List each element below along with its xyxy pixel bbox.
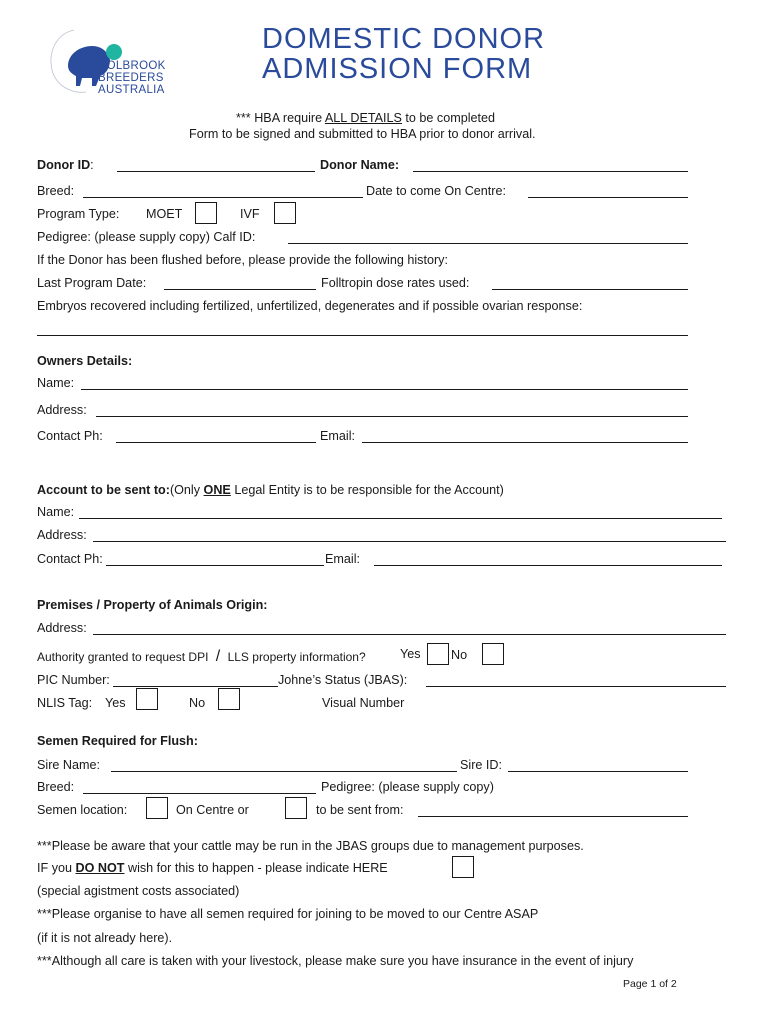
johnes-status-field[interactable] [426, 686, 726, 687]
intro-post: to be completed [401, 111, 496, 125]
insurance-note: ***Although all care is taken with your livestock, please make sure you have insurance in the event of injury [37, 954, 634, 968]
premises-address-field[interactable] [93, 634, 726, 635]
date-on-centre-label: Date to come On Centre: [366, 184, 506, 198]
authority-yes-checkbox[interactable] [427, 643, 449, 665]
owners-address-label: Address: [37, 403, 87, 417]
sire-id-label: Sire ID: [460, 758, 502, 772]
donor-id-label: Donor ID: [37, 158, 94, 172]
owners-name-label: Name: [37, 376, 75, 390]
nlis-no-checkbox[interactable] [218, 688, 240, 710]
premises-heading: Premises / Property of Animals Origin: [37, 598, 268, 612]
premises-address-label: Address: [37, 621, 87, 635]
form-title-line2: ADMISSION FORM [262, 53, 533, 85]
authority-no-checkbox[interactable] [482, 643, 504, 665]
folltropin-field[interactable] [492, 289, 688, 290]
intro-pre: *** HBA require [236, 111, 325, 125]
on-centre-label: On Centre or [176, 803, 249, 817]
jbas-note: ***Please be aware that your cattle may be run in the JBAS groups due to management purposes. [37, 839, 584, 853]
date-on-centre-field[interactable] [528, 197, 688, 198]
owners-address-field[interactable] [96, 416, 688, 417]
intro-all-details: ALL DETAILS [324, 111, 402, 125]
breed-label: Breed: [37, 184, 75, 198]
owners-email-label: Email: [320, 429, 355, 443]
logo-line1: HOLBROOK [98, 60, 166, 72]
account-name-field[interactable] [79, 518, 722, 519]
organise-note: ***Please organise to have all semen required for joining to be moved to our Centre ASAP [37, 907, 539, 921]
intro-line1 [236, 111, 495, 125]
breed-field[interactable] [83, 197, 363, 198]
authority-no-label: No [451, 648, 468, 662]
sire-name-label: Sire Name: [37, 758, 100, 772]
owners-contact-field[interactable] [116, 442, 316, 443]
pedigree-calf-id-label: Pedigree: (please supply copy) Calf ID: [37, 230, 256, 244]
on-centre-checkbox[interactable] [146, 797, 168, 819]
account-email-field[interactable] [374, 565, 722, 566]
owners-heading: Owners Details: [37, 354, 133, 368]
account-contact-label: Contact Ph: [37, 552, 103, 566]
last-program-date-label: Last Program Date: [37, 276, 147, 290]
intro-line2: Form to be signed and submitted to HBA prior to donor arrival. [189, 127, 536, 141]
folltropin-label: Folltropin dose rates used: [321, 276, 470, 290]
johnes-status-label: Johne’s Status (JBAS): [278, 673, 408, 687]
authority-label: Authority granted to request DPI / LLS property information? [37, 648, 366, 665]
owners-contact-label: Contact Ph: [37, 429, 103, 443]
to-be-sent-label: to be sent from: [316, 803, 404, 817]
account-email-label: Email: [325, 552, 360, 566]
not-already-note: (if it is not already here). [37, 931, 173, 945]
ivf-checkbox[interactable] [274, 202, 296, 224]
semen-heading: Semen Required for Flush: [37, 734, 198, 748]
account-address-label: Address: [37, 528, 87, 542]
to-be-sent-checkbox[interactable] [285, 797, 307, 819]
sire-name-field[interactable] [111, 771, 457, 772]
account-contact-field[interactable] [106, 565, 324, 566]
authority-yes-label: Yes [400, 647, 421, 661]
embryos-field[interactable] [37, 335, 688, 336]
do-not-checkbox[interactable] [452, 856, 474, 878]
sire-id-field[interactable] [508, 771, 688, 772]
embryos-label: Embryos recovered including fertilized, unfertilized, degenerates and if possible ovarian response: [37, 299, 583, 313]
moet-checkbox[interactable] [195, 202, 217, 224]
owners-name-field[interactable] [81, 389, 688, 390]
agistment-note: (special agistment costs associated) [37, 884, 240, 898]
nlis-yes-checkbox[interactable] [136, 688, 158, 710]
do-not-note: IF you DO NOT wish for this to happen - please indicate HERE [37, 861, 388, 875]
nlis-no-label: No [189, 696, 206, 710]
form-title-line1: DOMESTIC DONOR [262, 23, 546, 55]
visual-number-label: Visual Number [322, 696, 405, 710]
logo-line2: BREEDERS [98, 72, 164, 84]
pic-number-field[interactable] [113, 686, 278, 687]
semen-breed-field[interactable] [83, 793, 316, 794]
last-program-date-field[interactable] [164, 289, 316, 290]
moet-label: MOET [146, 207, 183, 221]
donor-id-field[interactable] [117, 171, 315, 172]
account-heading: Account to be sent to:(Only ONE Legal Entity is to be responsible for the Account) [37, 483, 504, 497]
program-type-label: Program Type: [37, 207, 120, 221]
flushed-before-text: If the Donor has been flushed before, please provide the following history: [37, 253, 448, 267]
logo [46, 24, 196, 100]
logo-line3: AUSTRALIA [98, 84, 165, 96]
page-number: Page 1 of 2 [623, 978, 677, 990]
ivf-label: IVF [240, 207, 260, 221]
nlis-yes-label: Yes [105, 696, 126, 710]
donor-name-field[interactable] [413, 171, 688, 172]
owners-email-field[interactable] [362, 442, 688, 443]
to-be-sent-field[interactable] [418, 816, 688, 817]
calf-id-field[interactable] [288, 243, 688, 244]
semen-breed-label: Breed: [37, 780, 75, 794]
semen-pedigree-label: Pedigree: (please supply copy) [321, 780, 494, 794]
account-name-label: Name: [37, 505, 75, 519]
nlis-tag-label: NLIS Tag: [37, 696, 93, 710]
semen-location-label: Semen location: [37, 803, 128, 817]
account-address-field[interactable] [93, 541, 726, 542]
pic-number-label: PIC Number: [37, 673, 110, 687]
donor-name-label: Donor Name: [320, 158, 400, 172]
